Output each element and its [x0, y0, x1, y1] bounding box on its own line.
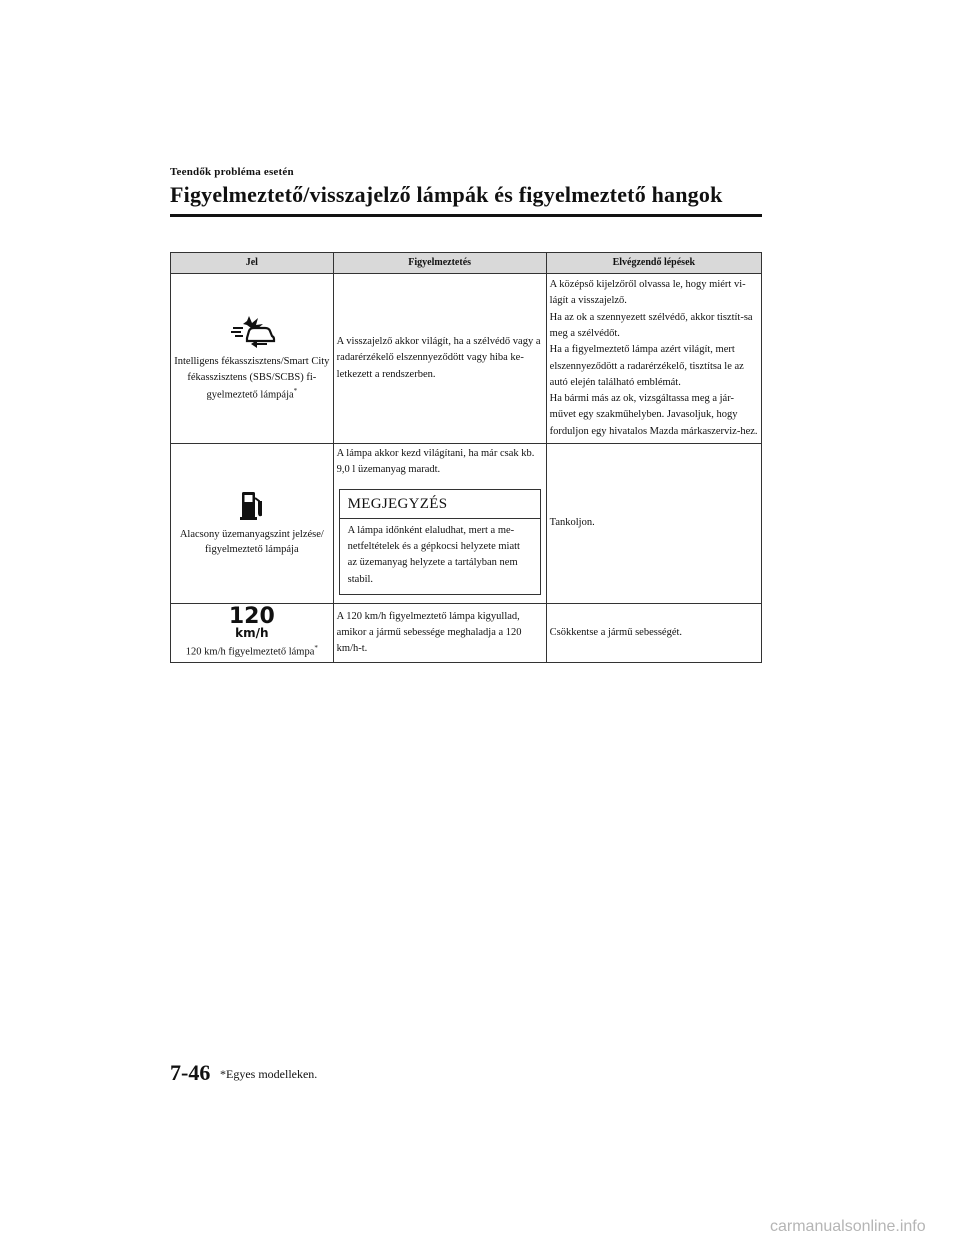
symbol-name: 120 km/h figyelmeztető lámpa*: [185, 643, 318, 658]
warning-text: A lámpa akkor kezd világítani, ha már csak kb. 9,0 l üzemanyag maradt.: [336, 448, 535, 476]
column-header-actions: Elvégzendő lépések: [546, 253, 761, 274]
collision-brake-warning-icon: [227, 314, 277, 348]
warning-cell: A visszajelző akkor világít, ha a szélvédő vagy a radarérzékelő elszennyeződött vagy hiba ke-letkezett a rendszerben.: [333, 274, 546, 444]
action-line: Ha a figyelmeztető lámpa azért világít, mert elszennyeződött a radarérzékelő, tisztítsa le az autó elején található emblémát.: [549, 344, 744, 388]
fuel-pump-icon: [240, 489, 264, 521]
action-line: A középső kijelzőről olvassa le, hogy miért vi-lágít a visszajelző.: [549, 279, 746, 307]
speed-120-number: 120: [228, 603, 275, 629]
table-row: [171, 274, 762, 444]
warning-cell: [333, 444, 546, 604]
warning-cell: A 120 km/h figyelmeztető lámpa kigyullad, amikor a jármű sebessége meghaladja a 120 km/h-t.: [333, 603, 546, 662]
symbol-cell: [171, 603, 334, 662]
actions-cell: Tankoljon.: [546, 444, 761, 604]
watermark: carmanualsonline.info: [770, 1218, 926, 1235]
note-title: MEGJEGYZÉS: [340, 490, 540, 519]
table-row: [171, 603, 762, 662]
action-line: Ha az ok a szennyezett szélvédő, akkor tisztít-sa meg a szélvédőt.: [549, 311, 753, 339]
page-title: Figyelmeztető/visszajelző lámpák és figyelmeztető hangok: [170, 182, 723, 207]
footnote: *Egyes modelleken.: [220, 1067, 318, 1081]
actions-cell: [546, 274, 761, 444]
speed-120-icon: [174, 603, 330, 640]
table-row: [171, 444, 762, 604]
column-header-warning: Figyelmeztetés: [333, 253, 546, 274]
warning-lamps-table: [170, 252, 762, 663]
symbol-name: Intelligens fékasszisztens/Smart City fékasszisztens (SBS/SCBS) fi-gyelmeztető lámpája*: [174, 356, 330, 401]
note-text: A lámpa időnként elaludhat, mert a me-netfeltételek és a gépkocsi helyzete miatt az üzemanyag helyzete a tartályban nem stabil.: [347, 524, 520, 585]
symbol-cell: [171, 444, 334, 604]
title-rule: [170, 214, 762, 217]
actions-cell: Csökkentse a jármű sebességét.: [546, 603, 761, 662]
note-box: [339, 489, 541, 595]
page-number: 7-46: [170, 1060, 211, 1085]
section-label: Teendők probléma esetén: [170, 166, 294, 178]
symbol-cell: [171, 274, 334, 444]
table-header-row: [171, 253, 762, 274]
action-line: Ha bármi más az ok, vizsgáltassa meg a jár-művet egy szakműhelyben. Javasoljuk, hogy forduljon egy hivatalos Mazda márkaszerviz-hez.: [549, 393, 758, 437]
symbol-name: Alacsony üzemanyagszint jelzése/ figyelmeztető lámpája: [179, 528, 324, 556]
column-header-symbol: Jel: [171, 253, 334, 274]
speed-120-unit: km/h: [235, 625, 269, 640]
